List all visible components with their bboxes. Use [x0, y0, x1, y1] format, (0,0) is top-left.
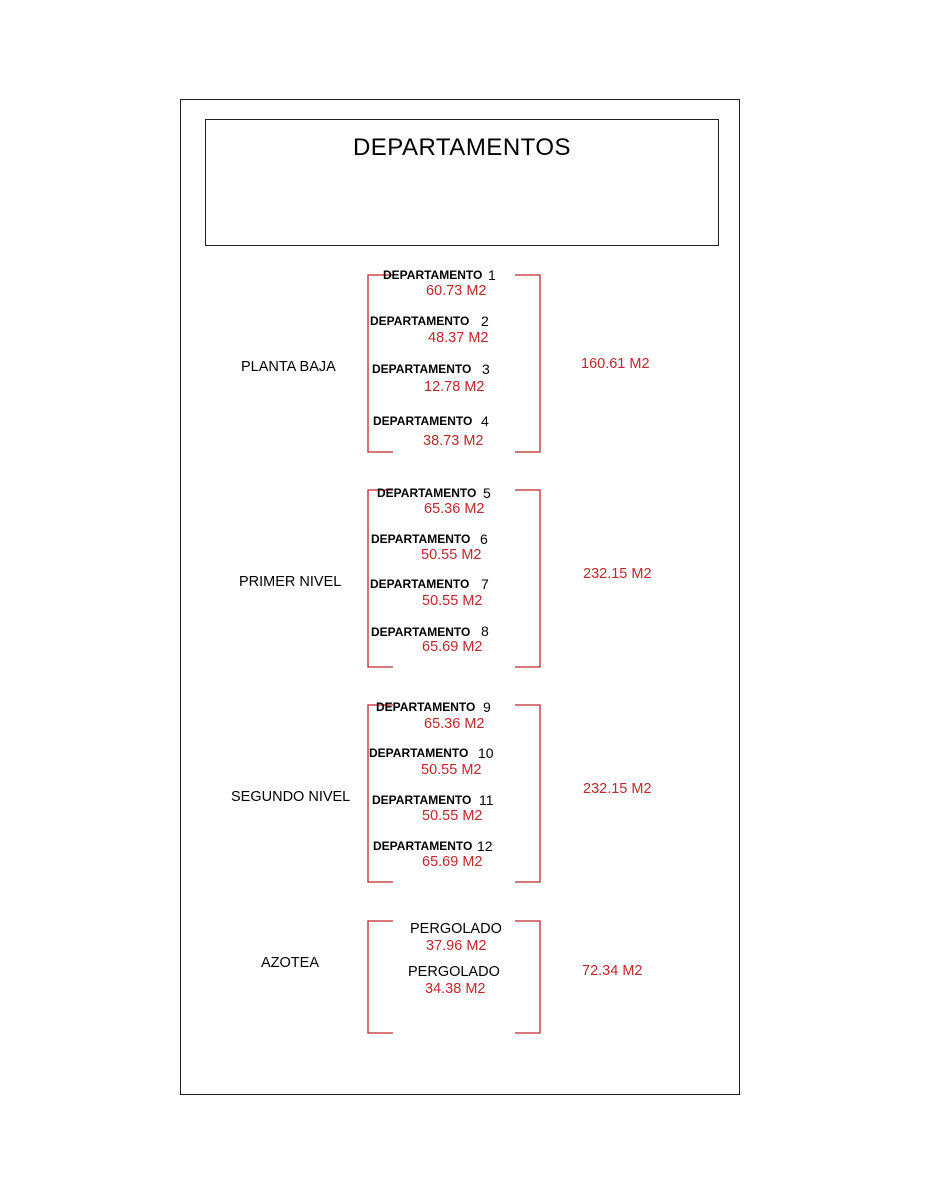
unit-label: DEPARTAMENTO [369, 746, 469, 760]
unit-label: DEPARTAMENTO [383, 268, 483, 282]
unit-area: 37.96 M2 [426, 938, 487, 954]
unit-label: DEPARTAMENTO [372, 362, 472, 376]
unit-number: 11 [479, 792, 494, 808]
level-name: PRIMER NIVEL [239, 574, 342, 590]
level-total: 160.61 M2 [581, 356, 650, 372]
unit-area: 48.37 M2 [428, 330, 489, 346]
unit-label: DEPARTAMENTO [370, 577, 470, 591]
unit-label: PERGOLADO [410, 921, 502, 937]
unit-area: 65.69 M2 [422, 854, 483, 870]
unit-label: PERGOLADO [408, 964, 500, 980]
unit-area: 65.36 M2 [424, 716, 485, 732]
unit-area: 65.69 M2 [422, 639, 483, 655]
unit-number: 3 [482, 361, 490, 377]
unit-area: 38.73 M2 [423, 433, 484, 449]
level-total: 232.15 M2 [583, 566, 652, 582]
level-name: AZOTEA [261, 955, 320, 971]
unit-area: 12.78 M2 [424, 379, 485, 395]
unit-label: DEPARTAMENTO [377, 486, 477, 500]
bracket-right-planta-baja [515, 275, 540, 452]
unit-label: DEPARTAMENTO [371, 625, 471, 639]
bracket-left-azotea [368, 921, 393, 1033]
level-name: SEGUNDO NIVEL [231, 789, 351, 805]
unit-number: 2 [481, 313, 489, 329]
unit-area: 50.55 M2 [422, 593, 483, 609]
unit-area: 34.38 M2 [425, 981, 486, 997]
unit-label: DEPARTAMENTO [371, 532, 471, 546]
unit-number: 5 [483, 485, 491, 501]
level-total: 72.34 M2 [582, 963, 643, 979]
level-name: PLANTA BAJA [241, 359, 336, 375]
page-title: DEPARTAMENTOS [352, 134, 572, 161]
unit-area: 65.36 M2 [424, 501, 485, 517]
unit-label: DEPARTAMENTO [372, 793, 472, 807]
bracket-right-segundo-nivel [515, 705, 540, 882]
unit-number: 9 [483, 699, 491, 715]
unit-number: 6 [480, 531, 488, 547]
bracket-right-primer-nivel [515, 490, 540, 667]
unit-area: 50.55 M2 [421, 762, 482, 778]
unit-label: DEPARTAMENTO [376, 700, 476, 714]
unit-area: 50.55 M2 [421, 547, 482, 563]
unit-label: DEPARTAMENTO [370, 314, 470, 328]
unit-number: 8 [481, 623, 489, 639]
unit-label: DEPARTAMENTO [373, 414, 473, 428]
unit-area: 60.73 M2 [426, 283, 487, 299]
unit-number: 7 [481, 576, 489, 592]
unit-area: 50.55 M2 [422, 808, 483, 824]
unit-number: 10 [478, 745, 494, 761]
unit-label: DEPARTAMENTO [373, 839, 473, 853]
unit-number: 12 [477, 838, 493, 854]
unit-number: 1 [488, 267, 496, 283]
level-total: 232.15 M2 [583, 781, 652, 797]
bracket-right-azotea [515, 921, 540, 1033]
unit-number: 4 [481, 413, 489, 429]
